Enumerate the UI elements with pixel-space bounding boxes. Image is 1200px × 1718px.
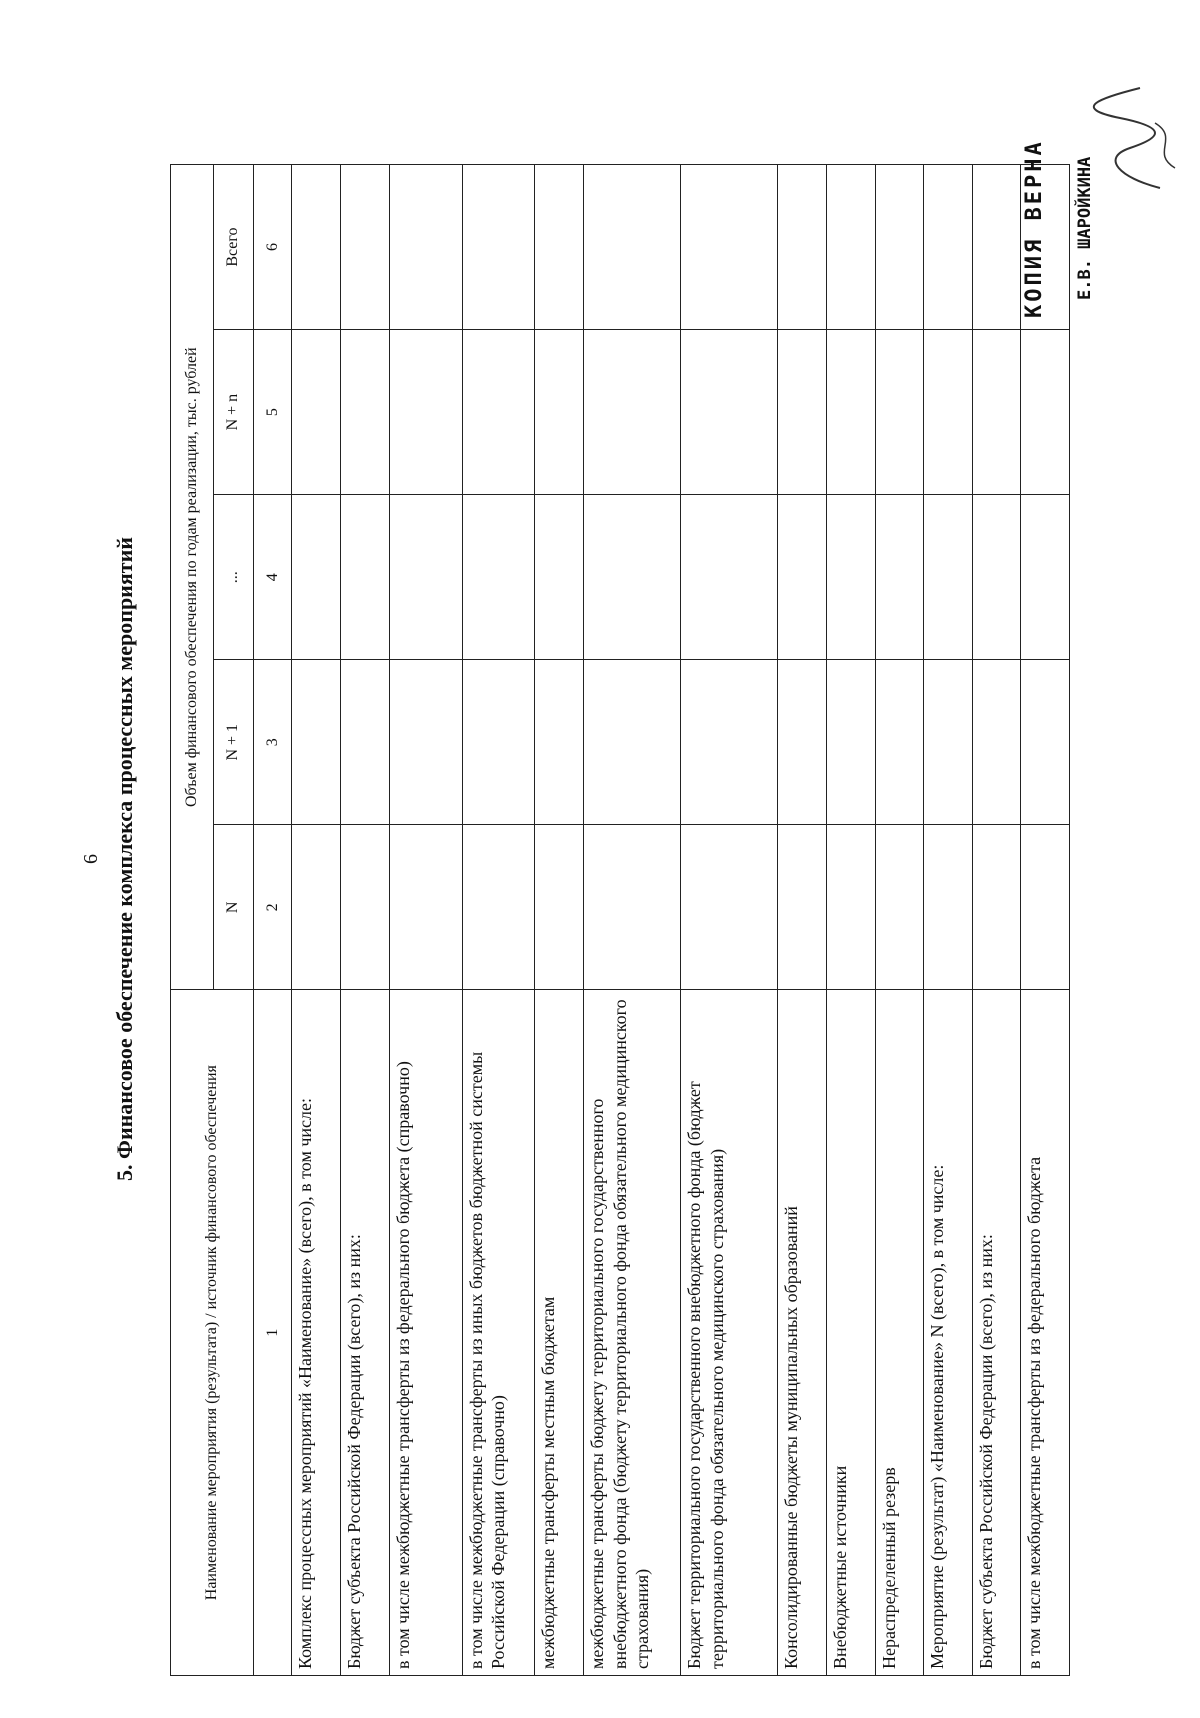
header-year-n: N	[213, 825, 253, 990]
table-row	[827, 165, 876, 1676]
row-label: в том числе межбюджетные трансферты из федерального бюджета (справочно)	[389, 990, 462, 1676]
colnum-5: 5	[254, 330, 292, 495]
colnum-6: 6	[254, 165, 292, 330]
table-row	[535, 165, 584, 1676]
row-label: межбюджетные трансферты бюджету территориального государственного внебюджетного фонда (бюджету территориального фонда обязательного медицинского страхования)	[584, 990, 681, 1676]
row-label: Внебюджетные источники	[827, 990, 876, 1676]
table-row	[292, 165, 341, 1676]
row-label: Консолидированные бюджеты муниципальных образований	[778, 990, 827, 1676]
header-year-nn: N + n	[213, 330, 253, 495]
signature-icon	[1080, 78, 1190, 198]
row-label: Бюджет субъекта Российской Федерации (всего), из них:	[972, 990, 1021, 1676]
page-number: 6	[80, 854, 102, 864]
header-total: Всего	[213, 165, 253, 330]
colnum-2: 2	[254, 825, 292, 990]
table-row	[875, 165, 924, 1676]
row-label: Комплекс процессных мероприятий «Наименование» (всего), в том числе:	[292, 990, 341, 1676]
stamp-name: Е.В. ШАРОЙКИНА	[1075, 156, 1095, 300]
table-row	[389, 165, 462, 1676]
header-group: Объем финансового обеспечения по годам реализации, тыс. рублей	[171, 165, 214, 990]
row-label: в том числе межбюджетные трансферты из иных бюджетов бюджетной системы Российской Федерации (справочно)	[462, 990, 535, 1676]
header-name: Наименование мероприятия (результата) / источник финансового обеспечения	[171, 990, 254, 1676]
table-row	[778, 165, 827, 1676]
table-row	[681, 165, 778, 1676]
row-label: Мероприятие (результат) «Наименование» N (всего), в том числе:	[924, 990, 973, 1676]
table-row	[341, 165, 390, 1676]
copy-stamp: КОПИЯ ВЕРНА	[1022, 139, 1047, 318]
table-row	[972, 165, 1021, 1676]
table-row	[584, 165, 681, 1676]
header-year-n1: N + 1	[213, 660, 253, 825]
colnum-4: 4	[254, 495, 292, 660]
row-label: Бюджет территориального государственного внебюджетного фонда (бюджет территориального фонда обязательного медицинского страхования)	[681, 990, 778, 1676]
finance-table	[170, 164, 1070, 1676]
row-label: Нераспределенный резерв	[875, 990, 924, 1676]
table-row	[924, 165, 973, 1676]
colnum-3: 3	[254, 660, 292, 825]
section-title: 5. Финансовое обеспечение комплекса процессных мероприятий	[112, 537, 137, 1181]
table-row	[1021, 165, 1070, 1676]
row-label: межбюджетные трансферты местным бюджетам	[535, 990, 584, 1676]
header-year-ellipsis: ...	[213, 495, 253, 660]
row-label: Бюджет субъекта Российской Федерации (всего), из них:	[341, 990, 390, 1676]
table-row	[462, 165, 535, 1676]
colnum-1: 1	[254, 990, 292, 1676]
row-label: в том числе межбюджетные трансферты из федерального бюджета	[1021, 990, 1070, 1676]
